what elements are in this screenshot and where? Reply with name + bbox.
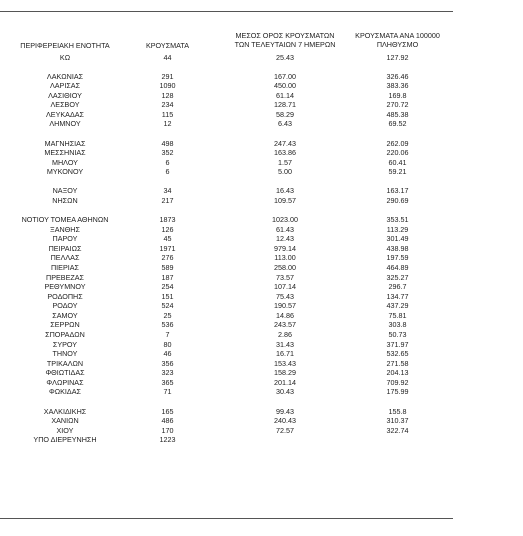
cell-region: ΛΑΣΙΘΙΟΥ [48, 90, 82, 100]
cell-cases-per-100k: 127.92 [386, 52, 409, 62]
cell-7day-average: 979.14 [274, 243, 296, 253]
cell-7day-average: 58.29 [276, 109, 294, 119]
cell-cases-per-100k: 204.13 [386, 368, 409, 378]
table-row [0, 263, 453, 273]
cell-cases: 25 [163, 310, 172, 320]
table-row [0, 387, 453, 397]
table-row [0, 311, 453, 321]
cell-cases: 80 [163, 339, 172, 349]
table-row [0, 435, 453, 445]
cell-cases-per-100k: 155.8 [388, 406, 407, 416]
table-row [0, 368, 453, 378]
cell-cases-per-100k: 175.99 [386, 387, 409, 397]
cell-7day-average: 167.00 [274, 71, 296, 81]
cell-cases-per-100k: 485.38 [386, 109, 409, 119]
cell-cases: 352 [161, 148, 174, 158]
cell-cases-per-100k: 301.49 [386, 234, 409, 244]
table-row [0, 349, 453, 359]
top-rule [0, 11, 453, 12]
cell-region: ΡΟΔΟΥ [52, 301, 78, 311]
cell-region: ΠΕΛΛΑΣ [50, 253, 80, 263]
cell-cases: 486 [161, 416, 174, 426]
cell-region: ΡΕΘΥΜΝΟΥ [44, 282, 86, 292]
cell-cases-per-100k: 50.73 [388, 330, 407, 340]
cell-cases-per-100k: 271.58 [386, 358, 409, 368]
cell-7day-average: 12.43 [276, 234, 294, 244]
header-7day-average-line2: ΤΩΝ ΤΕΛΕΥΤΑΙΩΝ 7 ΗΜΕΡΩΝ [234, 40, 336, 49]
cell-7day-average: 72.57 [276, 425, 294, 435]
cell-7day-average: 61.43 [276, 224, 294, 234]
cell-cases: 1873 [159, 215, 176, 225]
cell-cases-per-100k: 464.89 [386, 263, 409, 273]
cell-cases: 323 [161, 368, 174, 378]
cell-region: ΠΙΕΡΙΑΣ [50, 263, 79, 273]
cell-cases: 151 [161, 291, 174, 301]
cell-cases: 46 [163, 349, 172, 359]
cell-cases: 126 [161, 224, 174, 234]
cell-cases: 6 [165, 167, 170, 177]
cell-region: ΣΑΜΟΥ [52, 310, 78, 320]
cell-cases-per-100k: 69.52 [388, 119, 407, 129]
cell-7day-average: 1.57 [278, 157, 292, 167]
header-region: ΠΕΡΙΦΕΡΕΙΑΚΗ ΕΝΟΤΗΤΑ [20, 41, 110, 50]
cell-cases: 498 [161, 138, 174, 148]
table-row [0, 416, 453, 426]
cell-cases: 536 [161, 320, 174, 330]
table-row [0, 215, 453, 225]
cell-7day-average: 61.14 [276, 90, 294, 100]
cell-region: ΤΡΙΚΑΛΩΝ [46, 358, 84, 368]
cell-7day-average: 201.14 [274, 377, 296, 387]
cell-cases: 170 [161, 425, 174, 435]
cell-cases-per-100k: 353.51 [386, 215, 409, 225]
cell-7day-average: 73.57 [276, 272, 294, 282]
cell-region: ΤΗΝΟΥ [52, 349, 78, 359]
cell-7day-average: 2.86 [278, 330, 292, 340]
cell-region: ΛΗΜΝΟΥ [49, 119, 81, 129]
cell-7day-average: 5.00 [278, 167, 292, 177]
cell-7day-average: 25.43 [276, 52, 294, 62]
cell-region: ΛΕΣΒΟΥ [50, 100, 80, 110]
cell-cases-per-100k: 438.98 [386, 243, 409, 253]
cell-region: ΠΕΙΡΑΙΩΣ [48, 243, 82, 253]
table-row [0, 225, 453, 235]
cell-cases-per-100k: 437.29 [386, 301, 409, 311]
cell-region: ΠΑΡΟΥ [52, 234, 78, 244]
header-cases-per-100k-line2: ΠΛΗΘΥΣΜΟ [376, 40, 419, 49]
table-row [0, 91, 453, 101]
cell-region: ΜΑΓΝΗΣΙΑΣ [44, 138, 86, 148]
table-row [0, 330, 453, 340]
cell-cases-per-100k: 169.8 [388, 90, 407, 100]
cell-cases: 71 [163, 387, 172, 397]
cell-cases-per-100k: 59.21 [388, 167, 407, 177]
table-row [0, 100, 453, 110]
cell-region: ΣΥΡΟΥ [52, 339, 78, 349]
cell-region: ΞΑΝΘΗΣ [50, 224, 80, 234]
cell-cases: 234 [161, 100, 174, 110]
table-row [0, 407, 453, 417]
cell-region: ΚΩ [59, 52, 71, 62]
table-row [0, 273, 453, 283]
cell-7day-average: 158.29 [274, 368, 296, 378]
table-row [0, 234, 453, 244]
cell-region: ΝΟΤΙΟΥ ΤΟΜΕΑ ΑΘΗΝΩΝ [21, 215, 109, 225]
cell-7day-average: 31.43 [276, 339, 294, 349]
table-row [0, 340, 453, 350]
table-row [0, 186, 453, 196]
cell-7day-average: 109.57 [274, 196, 296, 206]
cell-cases-per-100k: 371.97 [386, 339, 409, 349]
cell-cases: 589 [161, 263, 174, 273]
cell-cases: 276 [161, 253, 174, 263]
cell-cases-per-100k: 197.59 [386, 253, 409, 263]
cell-cases-per-100k: 303.8 [388, 320, 407, 330]
cell-cases: 254 [161, 282, 174, 292]
cell-7day-average: 240.43 [274, 416, 296, 426]
table-row [0, 244, 453, 254]
table-row [0, 72, 453, 82]
cell-region: ΜΗΛΟΥ [52, 157, 78, 167]
header-cases: ΚΡΟΥΣΜΑΤΑ [145, 41, 190, 50]
table-row [0, 253, 453, 263]
cell-region: ΛΕΥΚΑΔΑΣ [45, 109, 84, 119]
table-row [0, 119, 453, 129]
cell-region: ΦΛΩΡΙΝΑΣ [46, 377, 84, 387]
table-row [0, 292, 453, 302]
cell-7day-average: 107.14 [274, 282, 296, 292]
table-row [0, 320, 453, 330]
cell-region: ΝΑΞΟΥ [52, 186, 78, 196]
cell-cases: 7 [165, 330, 170, 340]
header-cases-per-100k-line1: ΚΡΟΥΣΜΑΤΑ ΑΝΑ 100000 [355, 31, 440, 40]
cell-cases-per-100k: 262.09 [386, 138, 409, 148]
table-row [0, 301, 453, 311]
cell-cases-per-100k: 310.37 [386, 416, 409, 426]
cell-7day-average: 258.00 [274, 263, 296, 273]
cell-cases: 115 [161, 109, 174, 119]
table-row [0, 167, 453, 177]
cell-region: ΣΠΟΡΑΔΩΝ [45, 330, 85, 340]
table-row [0, 359, 453, 369]
cell-cases: 44 [163, 52, 172, 62]
cell-region: ΧΑΝΙΩΝ [51, 416, 79, 426]
cell-7day-average: 6.43 [278, 119, 292, 129]
cell-cases: 365 [161, 377, 174, 387]
cell-cases-per-100k: 134.77 [386, 291, 409, 301]
cell-cases: 12 [163, 119, 172, 129]
cell-7day-average: 153.43 [274, 358, 296, 368]
cell-region: ΧΑΛΚΙΔΙΚΗΣ [43, 406, 87, 416]
cell-cases-per-100k: 532.65 [386, 349, 409, 359]
table-row [0, 282, 453, 292]
bottom-rule [0, 518, 453, 519]
cell-7day-average: 243.57 [274, 320, 296, 330]
cell-cases-per-100k: 113.29 [386, 224, 409, 234]
cell-region: ΜΕΣΣΗΝΙΑΣ [44, 148, 86, 158]
cell-cases-per-100k: 326.46 [386, 71, 409, 81]
table-row [0, 378, 453, 388]
cell-cases-per-100k: 709.92 [386, 377, 409, 387]
cell-7day-average: 30.43 [276, 387, 294, 397]
cell-cases: 45 [163, 234, 172, 244]
cell-region: ΝΗΣΩΝ [52, 196, 78, 206]
cell-7day-average: 113.00 [274, 253, 296, 263]
header-cases-per-100k [350, 31, 445, 49]
cell-cases-per-100k: 220.06 [386, 148, 409, 158]
cell-cases-per-100k: 325.27 [386, 272, 409, 282]
table-row [0, 196, 453, 206]
cell-region: ΛΑΚΩΝΙΑΣ [46, 71, 84, 81]
cell-cases-per-100k: 60.41 [388, 157, 407, 167]
cell-7day-average: 99.43 [276, 406, 294, 416]
header-7day-average-line1: ΜΕΣΟΣ ΟΡΟΣ ΚΡΟΥΣΜΑΤΩΝ [235, 31, 335, 40]
cell-7day-average: 1023.00 [272, 215, 298, 225]
cell-cases-per-100k: 290.69 [386, 196, 409, 206]
cell-region: ΧΙΟΥ [56, 425, 74, 435]
cell-cases-per-100k: 322.74 [386, 425, 409, 435]
cell-cases: 165 [161, 406, 174, 416]
cell-7day-average: 14.86 [276, 310, 294, 320]
cell-7day-average: 450.00 [274, 81, 296, 91]
cell-cases: 291 [161, 71, 174, 81]
cell-cases: 187 [161, 272, 174, 282]
cell-cases: 128 [161, 90, 174, 100]
cell-region: ΥΠΟ ΔΙΕΡΕΥΝΗΣΗ [33, 435, 97, 445]
table-row [0, 81, 453, 91]
table-row [0, 426, 453, 436]
cell-7day-average: 247.43 [274, 138, 296, 148]
cell-7day-average: 128.71 [274, 100, 296, 110]
cell-cases: 217 [161, 196, 174, 206]
cell-cases: 6 [165, 157, 170, 167]
cell-region: ΡΟΔΟΠΗΣ [47, 291, 83, 301]
table-row [0, 139, 453, 149]
cell-cases: 1971 [159, 243, 176, 253]
cell-cases: 356 [161, 358, 174, 368]
cell-cases: 524 [161, 301, 174, 311]
cell-region: ΦΩΚΙΔΑΣ [49, 387, 81, 397]
cell-7day-average: 190.57 [274, 301, 296, 311]
cell-7day-average: 163.86 [274, 148, 296, 158]
cell-cases: 34 [163, 186, 172, 196]
cell-cases-per-100k: 163.17 [386, 186, 409, 196]
cell-cases: 1090 [159, 81, 176, 91]
table-row [0, 158, 453, 168]
table-row [0, 53, 453, 63]
cell-region: ΣΕΡΡΩΝ [50, 320, 80, 330]
cell-7day-average: 16.71 [276, 349, 294, 359]
cell-region: ΦΘΙΩΤΙΔΑΣ [45, 368, 85, 378]
table-row [0, 110, 453, 120]
cell-cases: 1223 [159, 435, 176, 445]
cell-cases-per-100k: 296.7 [388, 282, 407, 292]
cell-cases-per-100k: 383.36 [386, 81, 409, 91]
header-7day-average [225, 31, 345, 49]
cell-region: ΛΑΡΙΣΑΣ [49, 81, 81, 91]
cell-cases-per-100k: 75.81 [388, 310, 407, 320]
cell-7day-average: 75.43 [276, 291, 294, 301]
cell-cases-per-100k: 270.72 [386, 100, 409, 110]
cell-7day-average: 16.43 [276, 186, 294, 196]
table-row [0, 148, 453, 158]
cell-region: ΜΥΚΟΝΟΥ [46, 167, 84, 177]
cell-region: ΠΡΕΒΕΖΑΣ [46, 272, 84, 282]
